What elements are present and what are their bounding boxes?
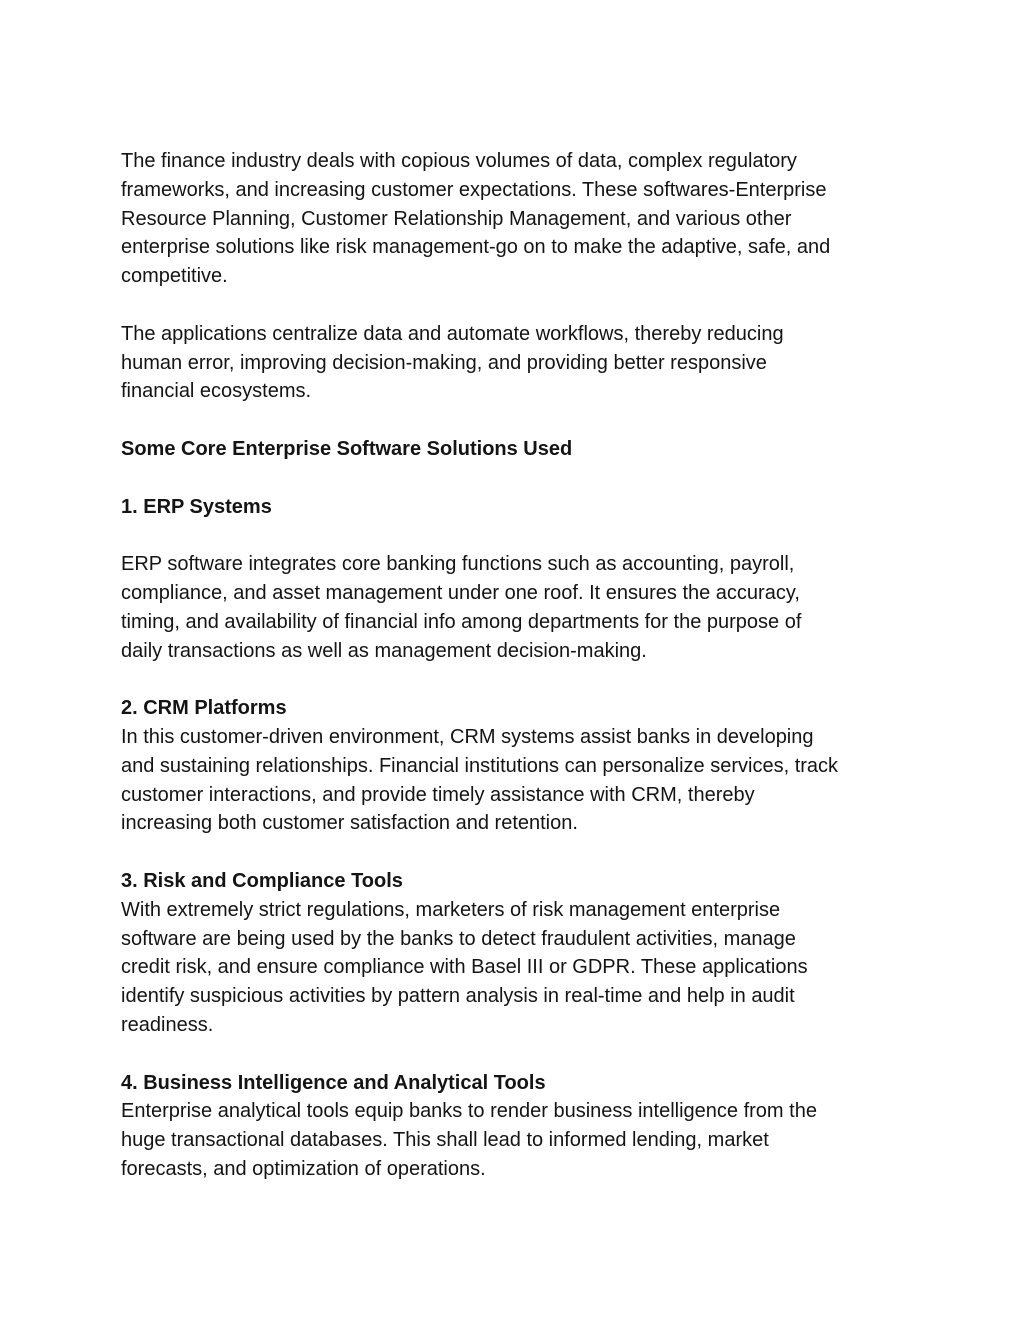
paragraph-spacer: [121, 464, 921, 493]
paragraph-spacer: [121, 1040, 921, 1069]
paragraph-spacer: [121, 406, 921, 435]
subsection-heading-bi: 4. Business Intelligence and Analytical Tools: [121, 1071, 546, 1094]
intro-paragraph: The applications centralize data and automate workflows, thereby reducing human error, improving decision-making, and providing better responsive financial ecosystems.: [121, 322, 784, 403]
intro-paragraph: The finance industry deals with copious volumes of data, complex regulatory frameworks, and increasing customer expectations. These softwares-Enterprise Resource Planning, Customer Relationship Management, and various other enterprise solutions like risk management-go on to make the adaptive, safe, and competitive.: [121, 150, 831, 288]
paragraph-spacer: [121, 838, 921, 867]
subsection-body-crm: In this customer-driven environment, CRM systems assist banks in developing and sustaining relationships. Financial institutions can personalize services, track customer interactions, and provide timely assistance with CRM, thereby increasing both customer satisfaction and retention.: [121, 725, 839, 835]
paragraph-spacer: [121, 291, 921, 320]
subsection-body-risk: With extremely strict regulations, marketers of risk management enterprise software are being used by the banks to detect fraudulent activities, manage credit risk, and ensure compliance with Basel III or GDPR. These applications identify suspicious activities by pattern analysis in real-time and help in audit readiness.: [121, 898, 808, 1036]
subsection-heading-crm: 2. CRM Platforms: [121, 697, 287, 720]
subsection-body-erp: ERP software integrates core banking functions such as accounting, payroll, compliance, and asset management under one roof. It ensures the accuracy, timing, and availability of financial info among departments for the purpose of daily transactions as well as management decision-making.: [121, 553, 802, 662]
section-heading: Some Core Enterprise Software Solutions Used: [121, 437, 573, 460]
subsection-body-bi: Enterprise analytical tools equip banks to render business intelligence from the huge transactional databases. This shall lead to informed lending, market forecasts, and optimization of operations.: [121, 1100, 817, 1180]
subsection-heading-erp: 1. ERP Systems: [121, 495, 272, 518]
document-page: [121, 147, 921, 1184]
paragraph-spacer: [121, 521, 921, 550]
subsection-heading-risk: 3. Risk and Compliance Tools: [121, 869, 403, 892]
paragraph-spacer: [121, 665, 921, 694]
